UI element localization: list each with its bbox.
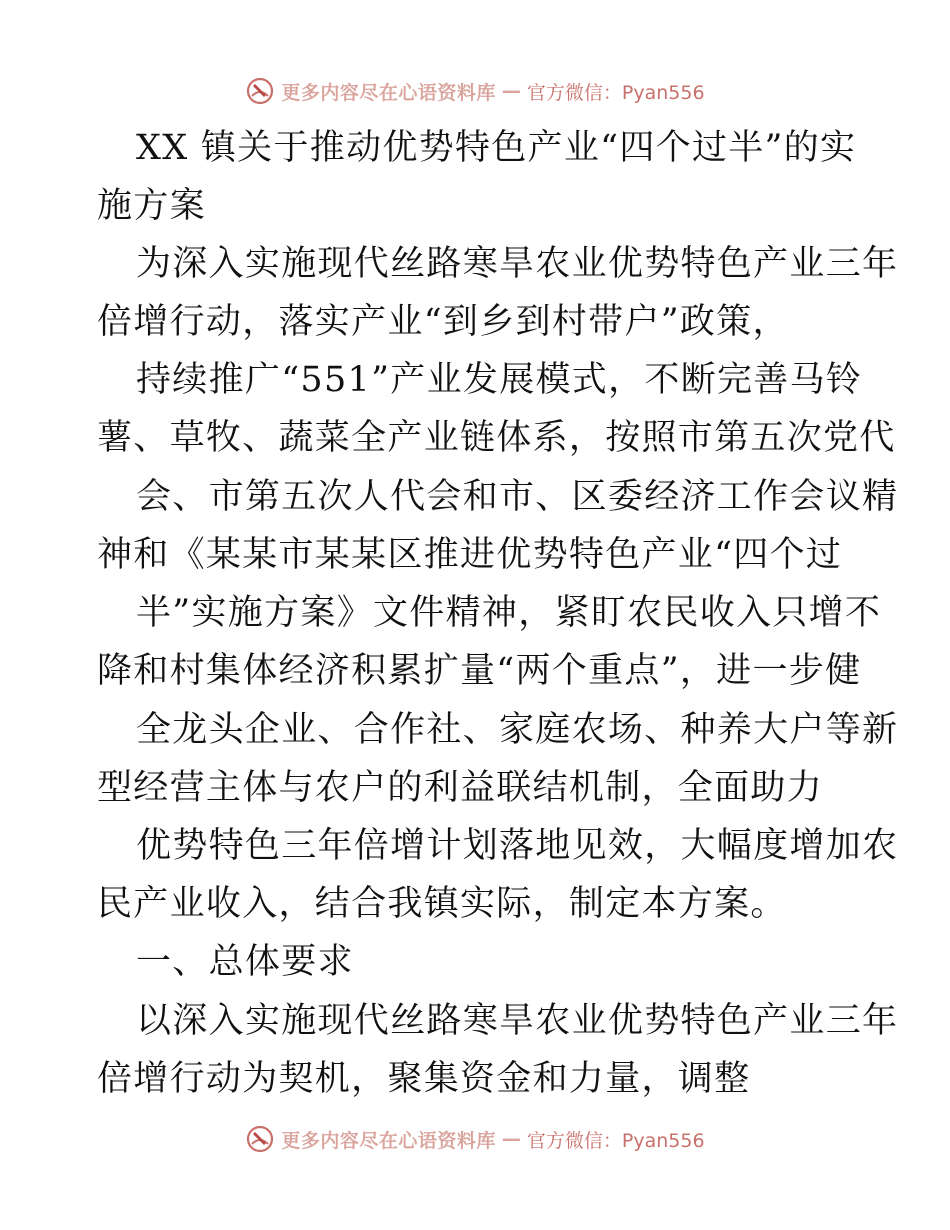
paragraph-line: 以深入实施现代丝路寒旱农业优势特色产业三年 [136, 1001, 899, 1041]
paragraph-line: 神和《某某市某某区推进优势特色产业“四个过 [97, 535, 843, 575]
paragraph-line: 全龙头企业、合作社、家庭农场、种养大户等新 [136, 710, 899, 750]
watermark-dash: — [501, 1128, 521, 1150]
paragraph-line: 型经营主体与农户的利益联结机制，全面助力 [97, 768, 824, 808]
watermark-dash: — [501, 80, 521, 102]
document-title-line-1: XX 镇关于推动优势特色产业“四个过半”的实 [136, 128, 857, 168]
book-pen-logo-icon [245, 1124, 275, 1154]
paragraph-line: 为深入实施现代丝路寒旱农业优势特色产业三年 [136, 244, 899, 284]
watermark-contact-text: 官方微信：Pyan556 [526, 81, 705, 104]
paragraph-line: 半”实施方案》文件精神，紧盯农民收入只增不 [136, 593, 882, 633]
watermark-contact-text: 官方微信：Pyan556 [526, 1129, 705, 1152]
paragraph-line: 薯、草牧、蔬菜全产业链体系，按照市第五次党代 [97, 418, 896, 458]
watermark-site-text: 更多内容尽在心语资料库 [281, 81, 496, 104]
paragraph-line: 会、市第五次人代会和市、区委经济工作会议精 [136, 477, 899, 517]
paragraph-line: 民产业收入，结合我镇实际，制定本方案。 [97, 884, 787, 924]
document-title-line-2: 施方案 [97, 186, 206, 226]
watermark-footer [0, 1119, 950, 1159]
watermark-header [0, 71, 950, 111]
paragraph-line: 降和村集体经济积累扩量“两个重点”，进一步健 [97, 651, 862, 691]
section-heading: 一、总体要求 [136, 942, 354, 982]
paragraph-line: 持续推广“551”产业发展模式，不断完善马铃 [136, 360, 863, 400]
paragraph-line: 倍增行动为契机，聚集资金和力量，调整 [97, 1059, 751, 1099]
book-pen-logo-icon [245, 76, 275, 106]
paragraph-line: 倍增行动，落实产业“到乡到村带户”政策， [97, 302, 789, 342]
paragraph-line: 优势特色三年倍增计划落地见效，大幅度增加农 [136, 826, 899, 866]
watermark-site-text: 更多内容尽在心语资料库 [281, 1129, 496, 1152]
